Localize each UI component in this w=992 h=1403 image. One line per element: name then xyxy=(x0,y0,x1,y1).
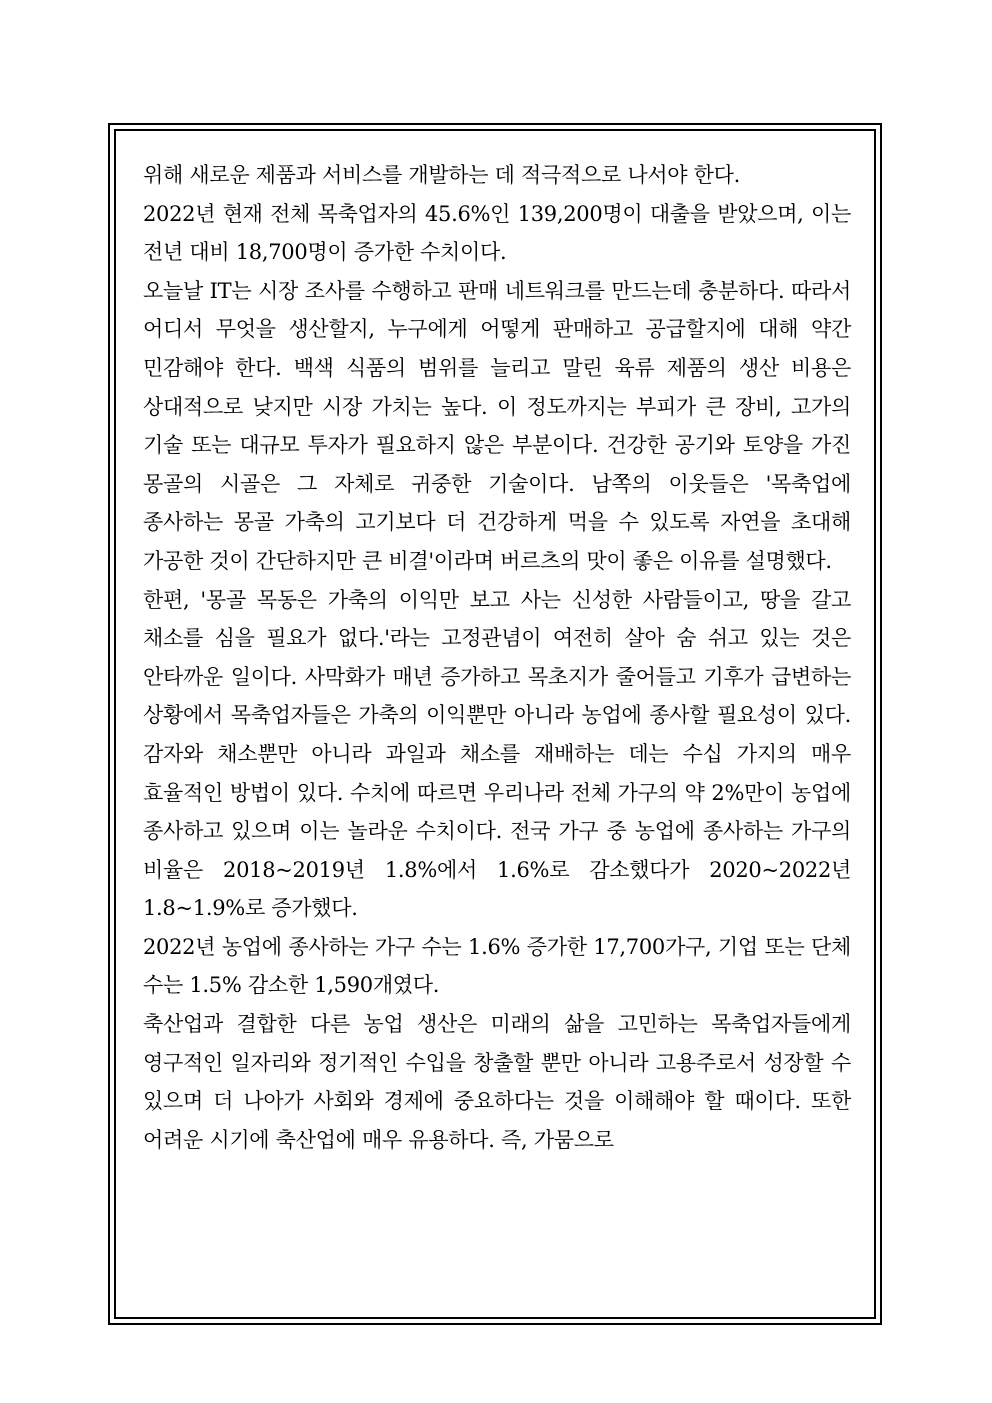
paragraph-combined-production: 축산업과 결합한 다른 농업 생산은 미래의 삶을 고민하는 목축업자들에게 영구적인 일자리와 정기적인 수입을 창출할 뿐만 아니라 고용주로서 성장할 수 있으며 더 나아가 사회와 경제에 중요하다는 것을 이해해야 할 때이다. 또한 어려운 시기에 축산업에 매우 유용하다. 즉, 가뭄으로 xyxy=(143,1012,851,1152)
document-body xyxy=(143,156,851,1159)
paragraph-continuation: 위해 새로운 제품과 서비스를 개발하는 데 적극적으로 나서야 한다. xyxy=(143,163,740,187)
paragraph-2022-households: 2022년 농업에 종사하는 가구 수는 1.6% 증가한 17,700가구, 기업 또는 단체 수는 1.5% 감소한 1,590개였다. xyxy=(143,934,851,998)
paragraph-loans: 2022년 현재 전체 목축업자의 45.6%인 139,200명이 대출을 받았으며, 이는 전년 대비 18,700명이 증가한 수치이다. xyxy=(143,201,851,265)
paragraph-herders-farming: 한편, '몽골 목동은 가축의 이익만 보고 사는 신성한 사람들이고, 땅을 갈고 채소를 심을 필요가 없다.'라는 고정관념이 여전히 살아 숨 쉬고 있는 것은 안타까운 일이다. 사막화가 매년 증가하고 목초지가 줄어들고 기후가 급변하는 상황에서 목축업자들은 가축의 이익뿐만 아니라 농업에 종사할 필요성이 있다. 감자와 채소뿐만 아니라 과일과 채소를 재배하는 데는 수십 가지의 매우 효율적인 방법이 있다. 수치에 따르면 우리나라 전체 가구의 약 2%만이 농업에 종사하고 있으며 이는 놀라운 수치이다. 전국 가구 중 농업에 종사하는 가구의 비율은 2018~2019년 1.8%에서 1.6%로 감소했다가 2020~2022년 1.8~1.9%로 증가했다. xyxy=(143,587,851,921)
paragraph-it-market: 오늘날 IT는 시장 조사를 수행하고 판매 네트워크를 만드는데 충분하다. 따라서 어디서 무엇을 생산할지, 누구에게 어떻게 판매하고 공급할지에 대해 약간 민감해야 한다. 백색 식품의 범위를 늘리고 말린 육류 제품의 생산 비용은 상대적으로 낮지만 시장 가치는 높다. 이 정도까지는 부피가 큰 장비, 고가의 기술 또는 대규모 투자가 필요하지 않은 부분이다. 건강한 공기와 토양을 가진 몽골의 시골은 그 자체로 귀중한 기술이다. 남쪽의 이웃들은 '목축업에 종사하는 몽골 가축의 고기보다 더 건강하게 먹을 수 있도록 자연을 초대해 가공한 것이 간단하지만 큰 비결'이라며 버르츠의 맛이 좋은 이유를 설명했다. xyxy=(143,278,851,573)
